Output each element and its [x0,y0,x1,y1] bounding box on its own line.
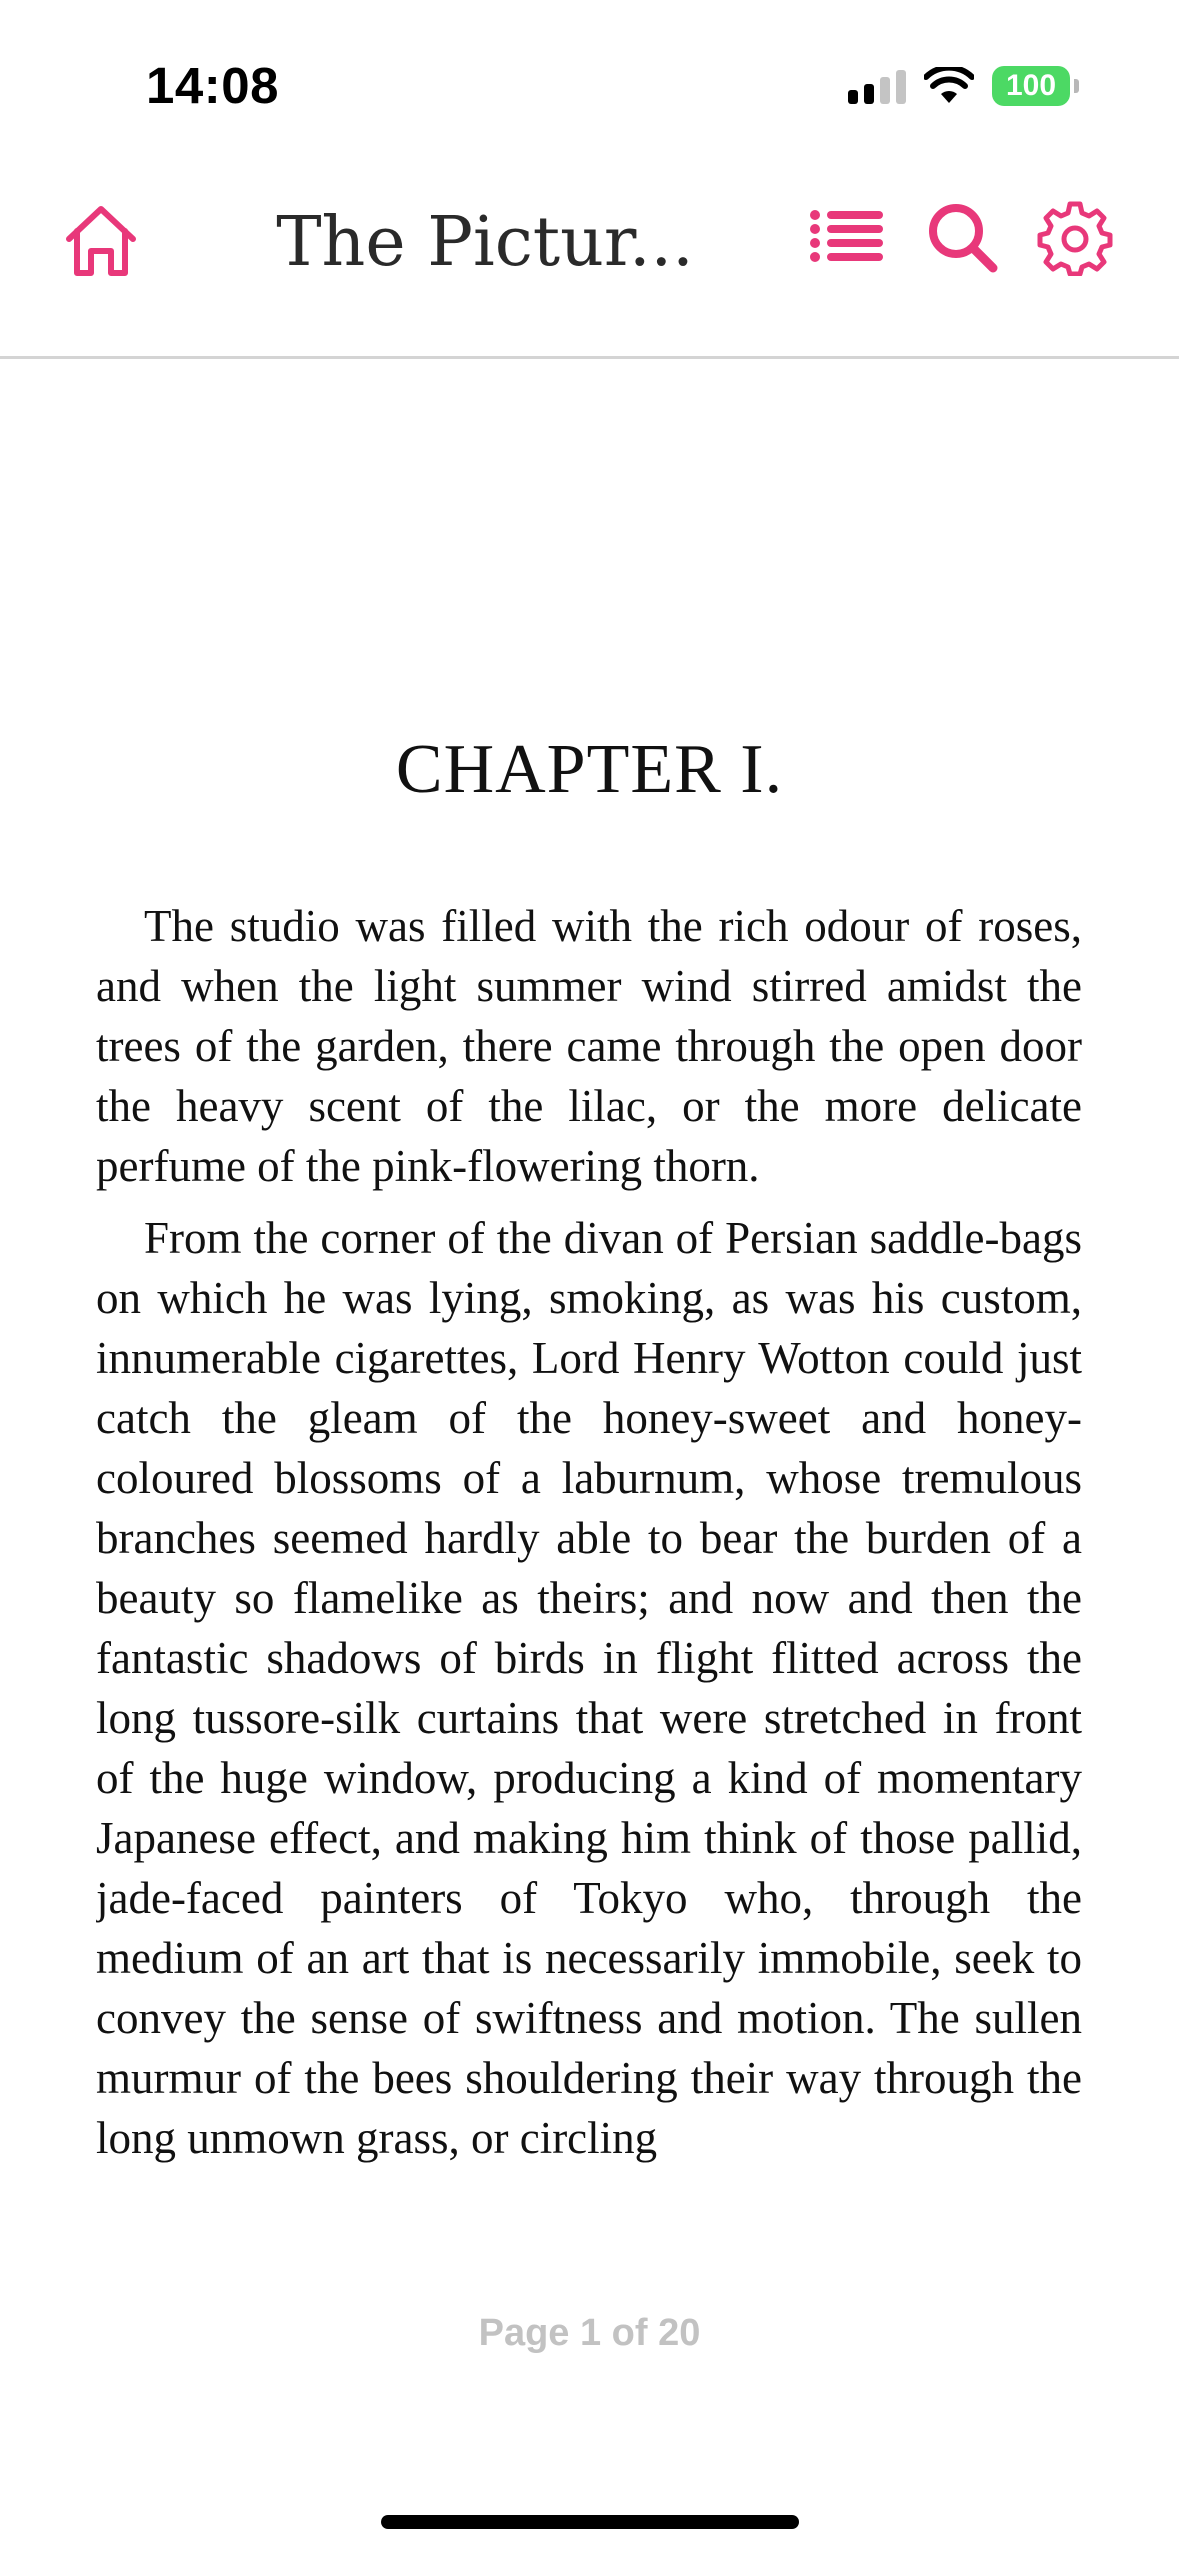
search-button[interactable] [917,192,1007,282]
paragraph: The studio was filled with the rich odour of roses, and when the light summer wind stirred amidst the trees of the garden, there came through the open door the heavy scent of the lilac, or the more delicate perfume of the pink-flowering thorn. [96,901,1082,1191]
gear-icon [1036,198,1114,276]
chapter-title: CHAPTER I. [395,731,784,808]
status-bar [0,0,1179,150]
page-indicator: Page 1 of 20 [478,2312,701,2354]
battery-icon [992,66,1070,106]
status-time: 14:08 [146,57,279,114]
reader-header [0,160,1179,359]
wifi-icon [924,67,974,105]
book-title: The Pictur... [276,203,694,282]
home-icon [59,199,143,283]
settings-button[interactable] [1030,192,1120,282]
home-button[interactable] [56,196,146,286]
battery-level: 100 [1005,69,1057,102]
status-icons [848,62,1079,110]
list-icon [809,205,885,269]
home-indicator-bar[interactable] [381,2515,799,2529]
cellular-signal-icon [848,68,906,104]
paragraph: From the corner of the divan of Persian saddle-bags on which he was lying, smoking, as was his custom, innumerable cigarettes, Lord Henry Wotton could just catch the gleam of the honey-sweet and honey-coloured blossoms of a laburnum, whose tremulous branches seemed hardly able to bear the burden of a beauty so flamelike as theirs; and now and then the fantastic shadows of birds in flight flitted across the long tussore-silk curtains that were stretched in front of the huge window, producing a kind of momentary Japanese effect, and making him think of those pallid, jade-faced painters of Tokyo who, through the medium of an art that is necessarily immobile, seek to convey the sense of swiftness and motion. The sullen murmur of the bees shouldering their way through the long unmown grass, or circling [96,1213,1082,2163]
battery-cap [1074,79,1079,93]
reader-text [96,896,1082,2232]
table-of-contents-button[interactable] [802,192,892,282]
search-icon [925,200,999,274]
